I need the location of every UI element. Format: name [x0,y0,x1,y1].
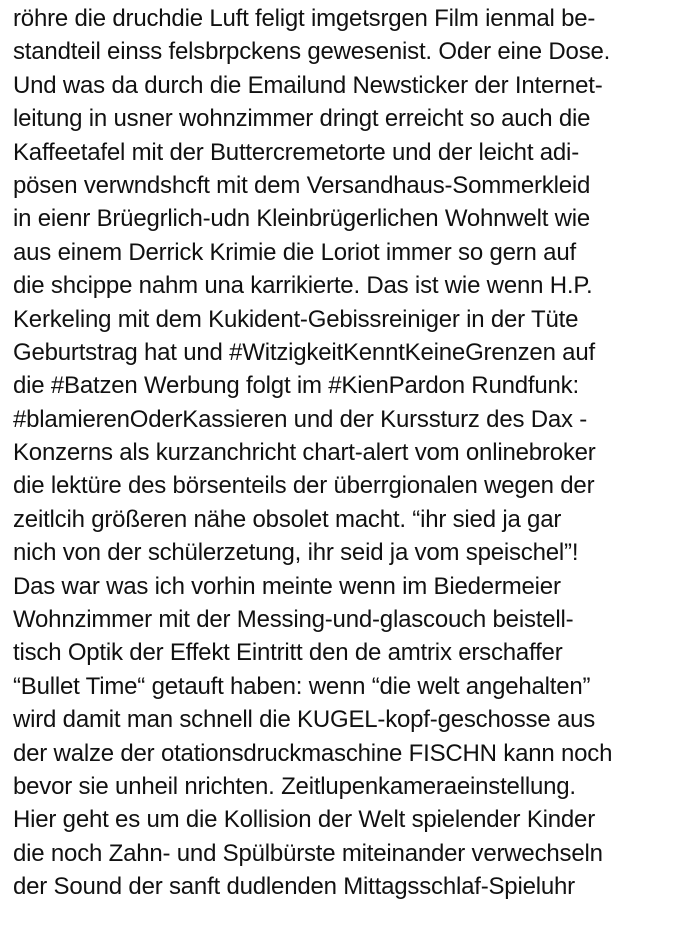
text-line: der Sound der sanft dudlenden Mittagsschlaf-Spieluhr [13,873,575,901]
text-line: zeitlcih größeren nähe obsolet macht. “ihr sied ja gar [13,505,562,533]
text-line: die noch Zahn- und Spülbürste miteinander verwechseln [13,839,603,867]
text-line: Geburtstrag hat und #WitzigkeitKenntKeineGrenzen auf [13,338,595,366]
text-line: die #Batzen Werbung folgt im #KienPardon Rundfunk: [13,372,579,400]
text-line: standteil einss felsbrpckens gewesenist. Oder eine Dose. [13,38,611,66]
text-line: aus einem Derrick Krimie die Loriot immer so gern auf [13,238,576,266]
text-line: wird damit man schnell die KUGEL-kopf-geschosse aus [13,706,596,734]
text-line: tisch Optik der Effekt Eintritt den de amtrix erschaffer [13,639,563,667]
text-line: leitung in usner wohnzimmer dringt erreicht so auch die [13,105,591,133]
text-line: die lektüre des börsenteils der überrgionalen wegen der [13,472,595,500]
text-line: die shcippe nahm una karrikierte. Das ist wie wenn H.P. [13,272,593,300]
text-line: Kaffeetafel mit der Buttercremetorte und der leicht adi- [13,138,579,166]
text-line: Und was da durch die Emailund Newsticker der Internet- [13,71,603,99]
text-line: Hier geht es um die Kollision der Welt spielender Kinder [13,806,595,834]
body-text [13,2,675,904]
text-line: #blamierenOderKassieren und der Kurssturz des Dax - [13,405,588,433]
text-line: der walze der otationsdruckmaschine FISCHN kann noch [13,739,613,767]
text-line: Wohnzimmer mit der Messing-und-glascouch beistell- [13,606,574,634]
text-line: röhre die druchdie Luft feligt imgetsrgen Film ienmal be- [13,5,596,32]
text-line: nich von der schülerzetung, ihr seid ja vom speischel”! [13,539,579,567]
text-line: “Bullet Time“ getauft haben: wenn “die welt angehalten” [13,672,591,700]
text-line: bevor sie unheil nrichten. Zeitlupenkameraeinstellung. [13,772,576,800]
text-line: Kerkeling mit dem Kukident-Gebissreiniger in der Tüte [13,305,579,333]
text-line: Das war was ich vorhin meinte wenn im Biedermeier [13,572,561,600]
text-line: Konzerns als kurzanchricht chart-alert vom onlinebroker [13,439,596,467]
text-line: pösen verwndshcft mit dem Versandhaus-Sommerkleid [13,171,591,199]
text-line: in eienr Brüegrlich-udn Kleinbrügerlichen Wohnwelt wie [13,205,591,233]
